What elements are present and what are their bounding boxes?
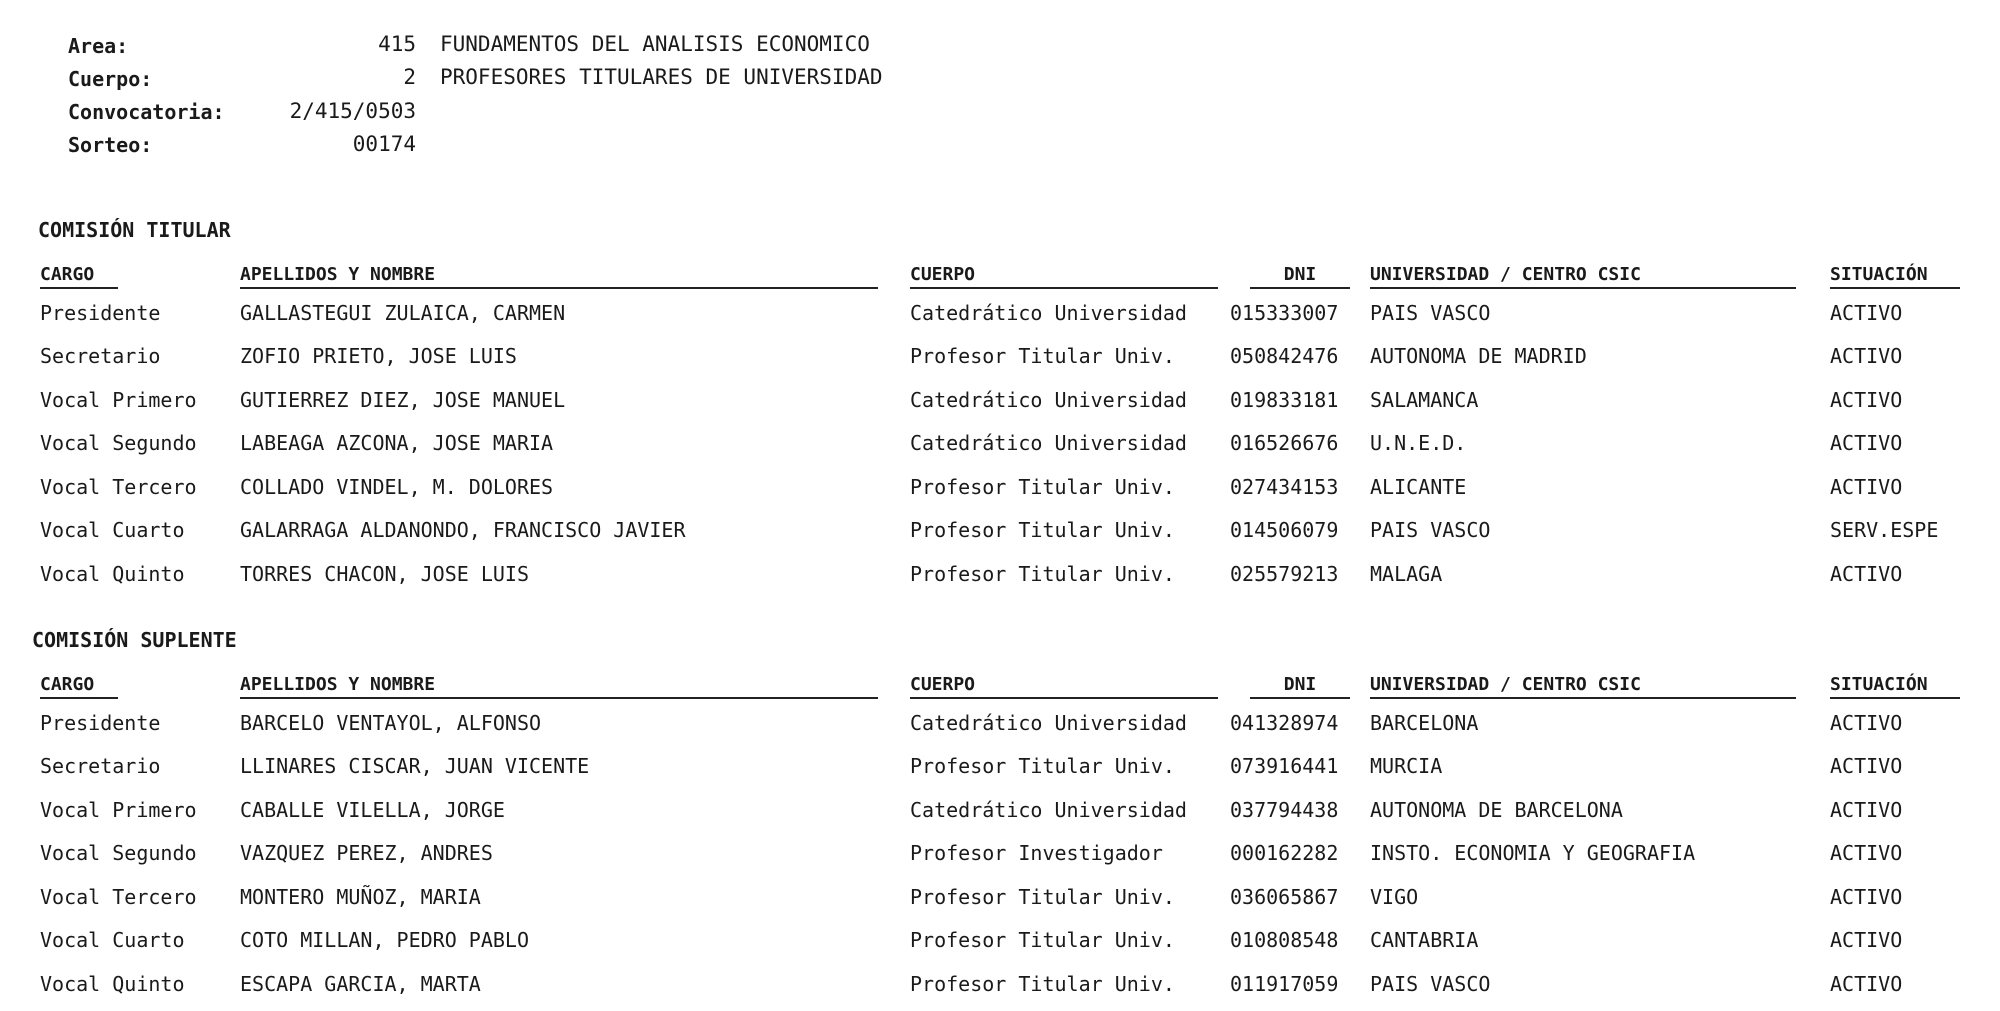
cell-nombre: MONTERO MUÑOZ, MARIA — [240, 884, 481, 909]
cell-situacion: ACTIVO — [1830, 474, 1903, 499]
table-row — [40, 919, 1960, 963]
cell-cargo: Secretario — [40, 344, 161, 369]
table-row — [40, 745, 1960, 789]
table-row — [40, 422, 1960, 466]
cell-universidad: INSTO. ECONOMIA Y GEOGRAFIA — [1370, 841, 1696, 866]
table-row — [40, 291, 1960, 335]
cell-universidad: PAIS VASCO — [1370, 518, 1491, 543]
area-code: 415 — [378, 32, 416, 56]
column-header-situacion: SITUACIÓN — [1830, 255, 1960, 291]
cell-cuerpo: Profesor Investigador — [910, 841, 1163, 866]
cell-dni: 050842476 — [1230, 344, 1339, 369]
cell-cuerpo: Catedrático Universidad — [910, 797, 1187, 822]
table-row — [40, 552, 1960, 596]
cell-nombre: VAZQUEZ PEREZ, ANDRES — [240, 841, 493, 866]
cell-universidad: MURCIA — [1370, 754, 1443, 779]
cell-situacion: ACTIVO — [1830, 561, 1903, 586]
column-header-cargo: CARGO — [40, 255, 240, 291]
cell-cuerpo: Profesor Titular Univ. — [910, 518, 1175, 543]
cell-nombre: ESCAPA GARCIA, MARTA — [240, 971, 481, 996]
titular-table — [40, 255, 1960, 596]
cell-cargo: Vocal Segundo — [40, 841, 197, 866]
cell-cargo: Secretario — [40, 754, 161, 779]
convocatoria-value: 2/415/0503 — [289, 99, 416, 123]
cell-cuerpo: Profesor Titular Univ. — [910, 754, 1175, 779]
area-label: Area: — [68, 34, 129, 58]
cell-nombre: CABALLE VILELLA, JORGE — [240, 797, 505, 822]
column-header-cargo: CARGO — [40, 665, 240, 701]
cell-cargo: Vocal Cuarto — [40, 928, 185, 953]
cell-cargo: Presidente — [40, 300, 161, 325]
table-row — [40, 788, 1960, 832]
cell-nombre: LLINARES CISCAR, JUAN VICENTE — [240, 754, 590, 779]
cell-universidad: U.N.E.D. — [1370, 431, 1467, 456]
cell-universidad: PAIS VASCO — [1370, 300, 1491, 325]
cell-cargo: Vocal Primero — [40, 797, 197, 822]
cell-situacion: ACTIVO — [1830, 344, 1903, 369]
cell-cuerpo: Profesor Titular Univ. — [910, 561, 1175, 586]
sorteo-label: Sorteo: — [68, 133, 153, 157]
cell-situacion: ACTIVO — [1830, 841, 1903, 866]
cell-universidad: ALICANTE — [1370, 474, 1467, 499]
column-header-cuerpo: CUERPO — [910, 255, 1230, 291]
table-row — [40, 701, 1960, 745]
cell-cuerpo: Catedrático Universidad — [910, 431, 1187, 456]
cell-dni: 073916441 — [1230, 754, 1339, 779]
cell-cuerpo: Profesor Titular Univ. — [910, 344, 1175, 369]
cell-nombre: GALARRAGA ALDANONDO, FRANCISCO JAVIER — [240, 518, 686, 543]
cell-dni: 027434153 — [1230, 474, 1339, 499]
cell-universidad: PAIS VASCO — [1370, 971, 1491, 996]
cell-cargo: Vocal Quinto — [40, 971, 185, 996]
cell-dni: 025579213 — [1230, 561, 1339, 586]
cell-nombre: LABEAGA AZCONA, JOSE MARIA — [240, 431, 554, 456]
cuerpo-label: Cuerpo: — [68, 67, 153, 91]
cell-nombre: TORRES CHACON, JOSE LUIS — [240, 561, 529, 586]
table-row — [40, 335, 1960, 379]
cell-cargo: Presidente — [40, 710, 161, 735]
column-header-situacion: SITUACIÓN — [1830, 665, 1960, 701]
table-row — [40, 378, 1960, 422]
cell-cuerpo: Catedrático Universidad — [910, 387, 1187, 412]
cell-situacion: ACTIVO — [1830, 928, 1903, 953]
cell-universidad: AUTONOMA DE MADRID — [1370, 344, 1587, 369]
cuerpo-name: PROFESORES TITULARES DE UNIVERSIDAD — [440, 65, 883, 89]
table-row — [40, 465, 1960, 509]
table-row — [40, 832, 1960, 876]
column-header-cuerpo: CUERPO — [910, 665, 1230, 701]
cell-dni: 010808548 — [1230, 928, 1339, 953]
cell-situacion: ACTIVO — [1830, 431, 1903, 456]
cell-cargo: Vocal Primero — [40, 387, 197, 412]
convocatoria-label: Convocatoria: — [68, 100, 225, 124]
cell-nombre: GALLASTEGUI ZULAICA, CARMEN — [240, 300, 566, 325]
cell-situacion: ACTIVO — [1830, 971, 1903, 996]
cell-cargo: Vocal Tercero — [40, 884, 197, 909]
cell-dni: 000162282 — [1230, 841, 1339, 866]
table-row — [40, 875, 1960, 919]
column-header-nombre: APELLIDOS Y NOMBRE — [240, 665, 910, 701]
cell-nombre: BARCELO VENTAYOL, ALFONSO — [240, 710, 542, 735]
column-header-universidad: UNIVERSIDAD / CENTRO CSIC — [1370, 665, 1830, 701]
cell-universidad: CANTABRIA — [1370, 928, 1479, 953]
cell-cuerpo: Profesor Titular Univ. — [910, 884, 1175, 909]
cuerpo-code: 2 — [403, 65, 416, 89]
cell-situacion: ACTIVO — [1830, 884, 1903, 909]
cell-situacion: ACTIVO — [1830, 797, 1903, 822]
cell-dni: 037794438 — [1230, 797, 1339, 822]
cell-universidad: BARCELONA — [1370, 710, 1479, 735]
cell-cuerpo: Catedrático Universidad — [910, 710, 1187, 735]
cell-cargo: Vocal Cuarto — [40, 518, 185, 543]
table-header-row — [40, 665, 1960, 701]
cell-dni: 019833181 — [1230, 387, 1339, 412]
cell-nombre: COTO MILLAN, PEDRO PABLO — [240, 928, 529, 953]
cell-universidad: AUTONOMA DE BARCELONA — [1370, 797, 1623, 822]
cell-cuerpo: Catedrático Universidad — [910, 300, 1187, 325]
cell-dni: 014506079 — [1230, 518, 1339, 543]
suplente-table — [40, 665, 1960, 1006]
column-header-universidad: UNIVERSIDAD / CENTRO CSIC — [1370, 255, 1830, 291]
sorteo-value: 00174 — [352, 132, 416, 156]
column-header-nombre: APELLIDOS Y NOMBRE — [240, 255, 910, 291]
cell-situacion: ACTIVO — [1830, 754, 1903, 779]
cell-nombre: COLLADO VINDEL, M. DOLORES — [240, 474, 554, 499]
cell-nombre: ZOFIO PRIETO, JOSE LUIS — [240, 344, 517, 369]
cell-situacion: ACTIVO — [1830, 387, 1903, 412]
area-name: FUNDAMENTOS DEL ANALISIS ECONOMICO — [440, 32, 870, 56]
cell-situacion: SERV.ESPE — [1830, 518, 1939, 543]
cell-universidad: VIGO — [1370, 884, 1419, 909]
table-header-row — [40, 255, 1960, 291]
cell-universidad: MALAGA — [1370, 561, 1443, 586]
cell-situacion: ACTIVO — [1830, 710, 1903, 735]
cell-situacion: ACTIVO — [1830, 300, 1903, 325]
cell-cuerpo: Profesor Titular Univ. — [910, 474, 1175, 499]
column-header-dni: DNI — [1230, 665, 1370, 701]
section-title-suplente: COMISIÓN SUPLENTE — [32, 628, 237, 652]
cell-dni: 015333007 — [1230, 300, 1339, 325]
table-row — [40, 509, 1960, 553]
cell-cargo: Vocal Quinto — [40, 561, 185, 586]
cell-dni: 041328974 — [1230, 710, 1339, 735]
cell-dni: 036065867 — [1230, 884, 1339, 909]
column-header-dni: DNI — [1230, 255, 1370, 291]
cell-nombre: GUTIERREZ DIEZ, JOSE MANUEL — [240, 387, 566, 412]
cell-universidad: SALAMANCA — [1370, 387, 1479, 412]
cell-cargo: Vocal Tercero — [40, 474, 197, 499]
cell-dni: 016526676 — [1230, 431, 1339, 456]
section-title-titular: COMISIÓN TITULAR — [38, 218, 231, 242]
cell-dni: 011917059 — [1230, 971, 1339, 996]
table-row — [40, 962, 1960, 1006]
cell-cuerpo: Profesor Titular Univ. — [910, 928, 1175, 953]
cell-cargo: Vocal Segundo — [40, 431, 197, 456]
cell-cuerpo: Profesor Titular Univ. — [910, 971, 1175, 996]
